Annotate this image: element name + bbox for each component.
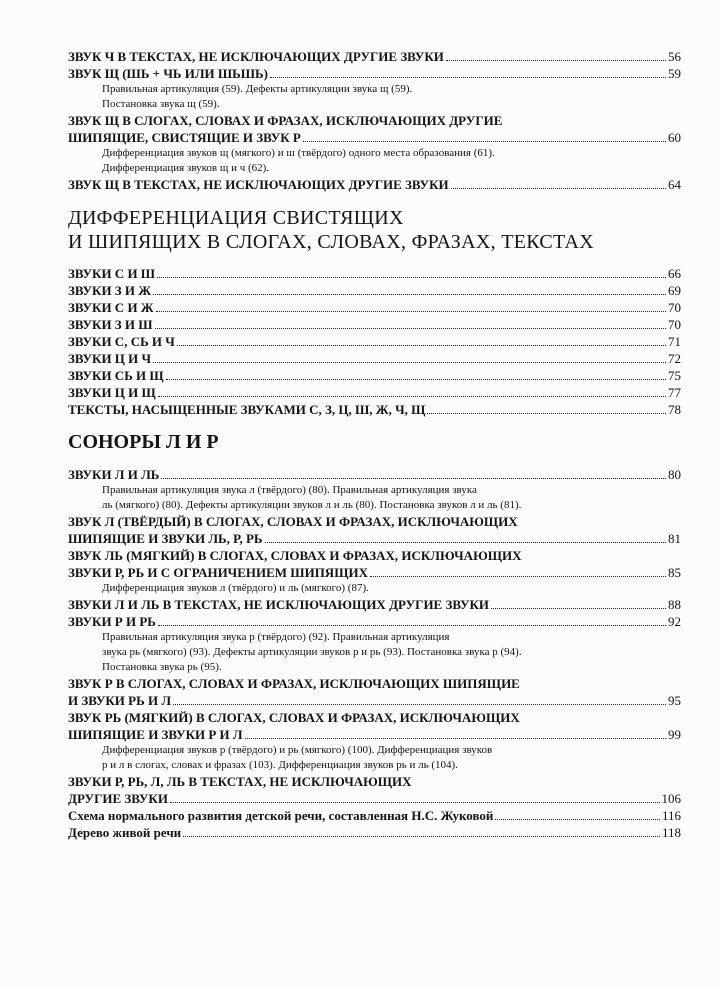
leader-dots [158, 396, 666, 397]
entry-title-cont: И ЗВУКИ РЬ И Л [68, 693, 172, 708]
subtopic-line: Дифференциация звуков щ (мягкого) и ш (твёрдого) одного места образования (61). [102, 147, 495, 159]
toc-entry[interactable] [68, 773, 681, 807]
entry-title: ЗВУКИ Р И РЬ [68, 614, 156, 629]
entry-title: ЗВУК Щ В ТЕКСТАХ, НЕ ИСКЛЮЧАЮЩИХ ДРУГИЕ ЗВУКИ [68, 177, 449, 192]
leader-dots [166, 379, 666, 380]
entry-title-cont: ШИПЯЩИЕ, СВИСТЯЩИЕ И ЗВУК Р [68, 130, 301, 145]
entry-subtopics [68, 581, 681, 596]
entry-title: ЗВУКИ Ц И Щ [68, 385, 156, 400]
section-heading-line: И ШИПЯЩИХ В СЛОГАХ, СЛОВАХ, ФРАЗАХ, ТЕКСТАХ [68, 231, 595, 253]
toc-entry[interactable] [68, 176, 681, 193]
entry-title: ТЕКСТЫ, НАСЫЩЕННЫЕ ЗВУКАМИ С, З, Ц, Ш, Ж, Ч, Щ [68, 402, 426, 417]
toc-entry[interactable] [68, 350, 681, 367]
entry-title: ЗВУКИ З И Ш [68, 317, 153, 332]
toc-entry[interactable] [68, 596, 681, 613]
toc-entry[interactable] [68, 48, 681, 65]
subtopic-line: Дифференциация звуков щ и ч (62). [102, 162, 270, 174]
toc-entry[interactable] [68, 367, 681, 384]
toc-entry[interactable] [68, 466, 681, 483]
page-number: 72 [668, 351, 681, 366]
page-number: 92 [668, 614, 681, 629]
leader-dots [153, 362, 666, 363]
page-number: 71 [668, 334, 681, 349]
page-number: 66 [668, 266, 681, 281]
page-number: 99 [668, 727, 681, 742]
leader-dots [173, 704, 666, 705]
entry-title: ЗВУК Р В СЛОГАХ, СЛОВАХ И ФРАЗАХ, ИСКЛЮЧАЮЩИХ ШИПЯЩИЕ [68, 676, 520, 691]
entry-title: ЗВУКИ Ц И Ч [68, 351, 152, 366]
toc-block-1 [68, 48, 681, 193]
toc-entry[interactable] [68, 675, 681, 709]
entry-title: ЗВУК Щ (ШЬ + ЧЬ ИЛИ ШЬШЬ) [68, 66, 268, 81]
subtopic-line: Правильная артикуляция (59). Дефекты артикуляции звука щ (59). [102, 83, 413, 95]
leader-dots [245, 738, 666, 739]
entry-title: ЗВУК Щ В СЛОГАХ, СЛОВАХ И ФРАЗАХ, ИСКЛЮЧАЮЩИХ ДРУГИЕ [68, 113, 503, 128]
subtopic-line: Дифференциация звуков р (твёрдого) и рь (мягкого) (100). Дифференциация звуков [102, 744, 493, 756]
leader-dots [158, 625, 666, 626]
toc-entry[interactable] [68, 613, 681, 630]
toc-entry[interactable] [68, 807, 681, 824]
page-number: 56 [668, 49, 681, 64]
subtopic-line: р и л в слогах, словах и фразах (103). Дифференциация звуков рь и ль (104). [102, 759, 458, 771]
entry-subtopics [68, 630, 681, 675]
leader-dots [265, 542, 667, 543]
toc-entry[interactable] [68, 112, 681, 146]
entry-subtopics [68, 146, 681, 176]
page-number: 77 [668, 385, 681, 400]
page-number: 69 [668, 283, 681, 298]
leader-dots [303, 141, 666, 142]
entry-title: ЗВУКИ С И Ж [68, 300, 154, 315]
subtopic-line: Правильная артикуляция звука л (твёрдого) (80). Правильная артикуляция звука [102, 484, 477, 496]
page-number: 78 [668, 402, 681, 417]
subtopic-line: звука рь (мягкого) (93). Дефекты артикуляции звуков р и рь (93). Постановка звука р (94). [102, 646, 522, 658]
entry-title: ЗВУКИ Р, РЬ, Л, ЛЬ В ТЕКСТАХ, НЕ ИСКЛЮЧАЮЩИХ [68, 774, 412, 789]
entry-title-cont: ШИПЯЩИЕ И ЗВУКИ ЛЬ, Р, РЬ [68, 531, 263, 546]
toc-entry[interactable] [68, 709, 681, 743]
leader-dots [446, 60, 666, 61]
entry-title-cont: ЗВУКИ Р, РЬ И С ОГРАНИЧЕНИЕМ ШИПЯЩИХ [68, 565, 368, 580]
leader-dots [183, 836, 660, 837]
page-number: 75 [668, 368, 681, 383]
page-number: 118 [661, 825, 681, 840]
leader-dots [495, 819, 660, 820]
entry-subtopics [68, 483, 681, 513]
subtopic-line: Постановка звука щ (59). [102, 98, 220, 110]
toc-entry[interactable] [68, 299, 681, 316]
subtopic-line: Дифференциация звуков л (твёрдого) и ль (мягкого) (87). [102, 582, 369, 594]
leader-dots [491, 608, 666, 609]
subtopic-line: Правильная артикуляция звука р (твёрдого) (92). Правильная артикуляция [102, 631, 450, 643]
page-number: 81 [668, 531, 681, 546]
subtopic-line: Постановка звука рь (95). [102, 661, 222, 673]
section-heading-line: СОНОРЫ Л И Р [68, 431, 219, 453]
toc-entry[interactable] [68, 282, 681, 299]
leader-dots [157, 277, 666, 278]
toc-entry[interactable] [68, 513, 681, 547]
leader-dots [177, 345, 666, 346]
toc-entry[interactable] [68, 547, 681, 581]
toc-entry[interactable] [68, 265, 681, 282]
toc-entry[interactable] [68, 333, 681, 350]
page-number: 60 [668, 130, 681, 145]
entry-title: Схема нормального развития детской речи, составленная Н.С. Жуковой [68, 808, 494, 823]
section-heading [68, 206, 594, 254]
page-number: 80 [668, 467, 681, 482]
toc-block-3 [68, 466, 681, 841]
section-heading-line: ДИФФЕРЕНЦИАЦИЯ СВИСТЯЩИХ [68, 207, 404, 229]
entry-title: ЗВУКИ С И Ш [68, 266, 156, 281]
leader-dots [153, 294, 666, 295]
leader-dots [155, 328, 666, 329]
entry-title: ЗВУКИ З И Ж [68, 283, 152, 298]
page-number: 85 [668, 565, 681, 580]
leader-dots [156, 311, 666, 312]
section-heading [68, 430, 219, 454]
page-number: 59 [668, 66, 681, 81]
entry-title: ЗВУК Ч В ТЕКСТАХ, НЕ ИСКЛЮЧАЮЩИХ ДРУГИЕ ЗВУКИ [68, 49, 444, 64]
toc-entry[interactable] [68, 824, 681, 841]
entry-title: ЗВУКИ С, СЬ И Ч [68, 334, 175, 349]
entry-title-cont: ШИПЯЩИЕ И ЗВУКИ Р И Л [68, 727, 243, 742]
entry-title: ЗВУК Л (ТВЁРДЫЙ) В СЛОГАХ, СЛОВАХ И ФРАЗАХ, ИСКЛЮЧАЮЩИХ [68, 514, 518, 529]
page-number: 70 [668, 300, 681, 315]
toc-entry[interactable] [68, 384, 681, 401]
entry-subtopics [68, 743, 681, 773]
leader-dots [270, 77, 666, 78]
page-number: 106 [661, 791, 681, 806]
toc-entry[interactable] [68, 401, 681, 418]
entry-title: ЗВУКИ СЬ И Щ [68, 368, 164, 383]
entry-title: Дерево живой речи [68, 825, 182, 840]
subtopic-line: ль (мягкого) (80). Дефекты артикуляции звуков л и ль (80). Постановка звуков л и ль (81). [102, 499, 522, 511]
entry-title: ЗВУКИ Л И ЛЬ В ТЕКСТАХ, НЕ ИСКЛЮЧАЮЩИХ ДРУГИЕ ЗВУКИ [68, 597, 490, 612]
entry-title-cont: ДРУГИЕ ЗВУКИ [68, 791, 168, 806]
page-number: 116 [661, 808, 681, 823]
page-number: 70 [668, 317, 681, 332]
toc-block-2 [68, 265, 681, 418]
leader-dots [170, 802, 660, 803]
leader-dots [451, 188, 666, 189]
toc-entry[interactable] [68, 316, 681, 333]
page-number: 88 [668, 597, 681, 612]
entry-subtopics [68, 82, 681, 112]
leader-dots [370, 576, 666, 577]
page-number: 64 [668, 177, 681, 192]
entry-title: ЗВУКИ Л И ЛЬ [68, 467, 160, 482]
toc-entry[interactable] [68, 65, 681, 82]
entry-title: ЗВУК ЛЬ (МЯГКИЙ) В СЛОГАХ, СЛОВАХ И ФРАЗАХ, ИСКЛЮЧАЮЩИХ [68, 548, 522, 563]
leader-dots [161, 478, 666, 479]
leader-dots [427, 413, 666, 414]
page-number: 95 [668, 693, 681, 708]
entry-title: ЗВУК РЬ (МЯГКИЙ) В СЛОГАХ, СЛОВАХ И ФРАЗАХ, ИСКЛЮЧАЮЩИХ [68, 710, 520, 725]
